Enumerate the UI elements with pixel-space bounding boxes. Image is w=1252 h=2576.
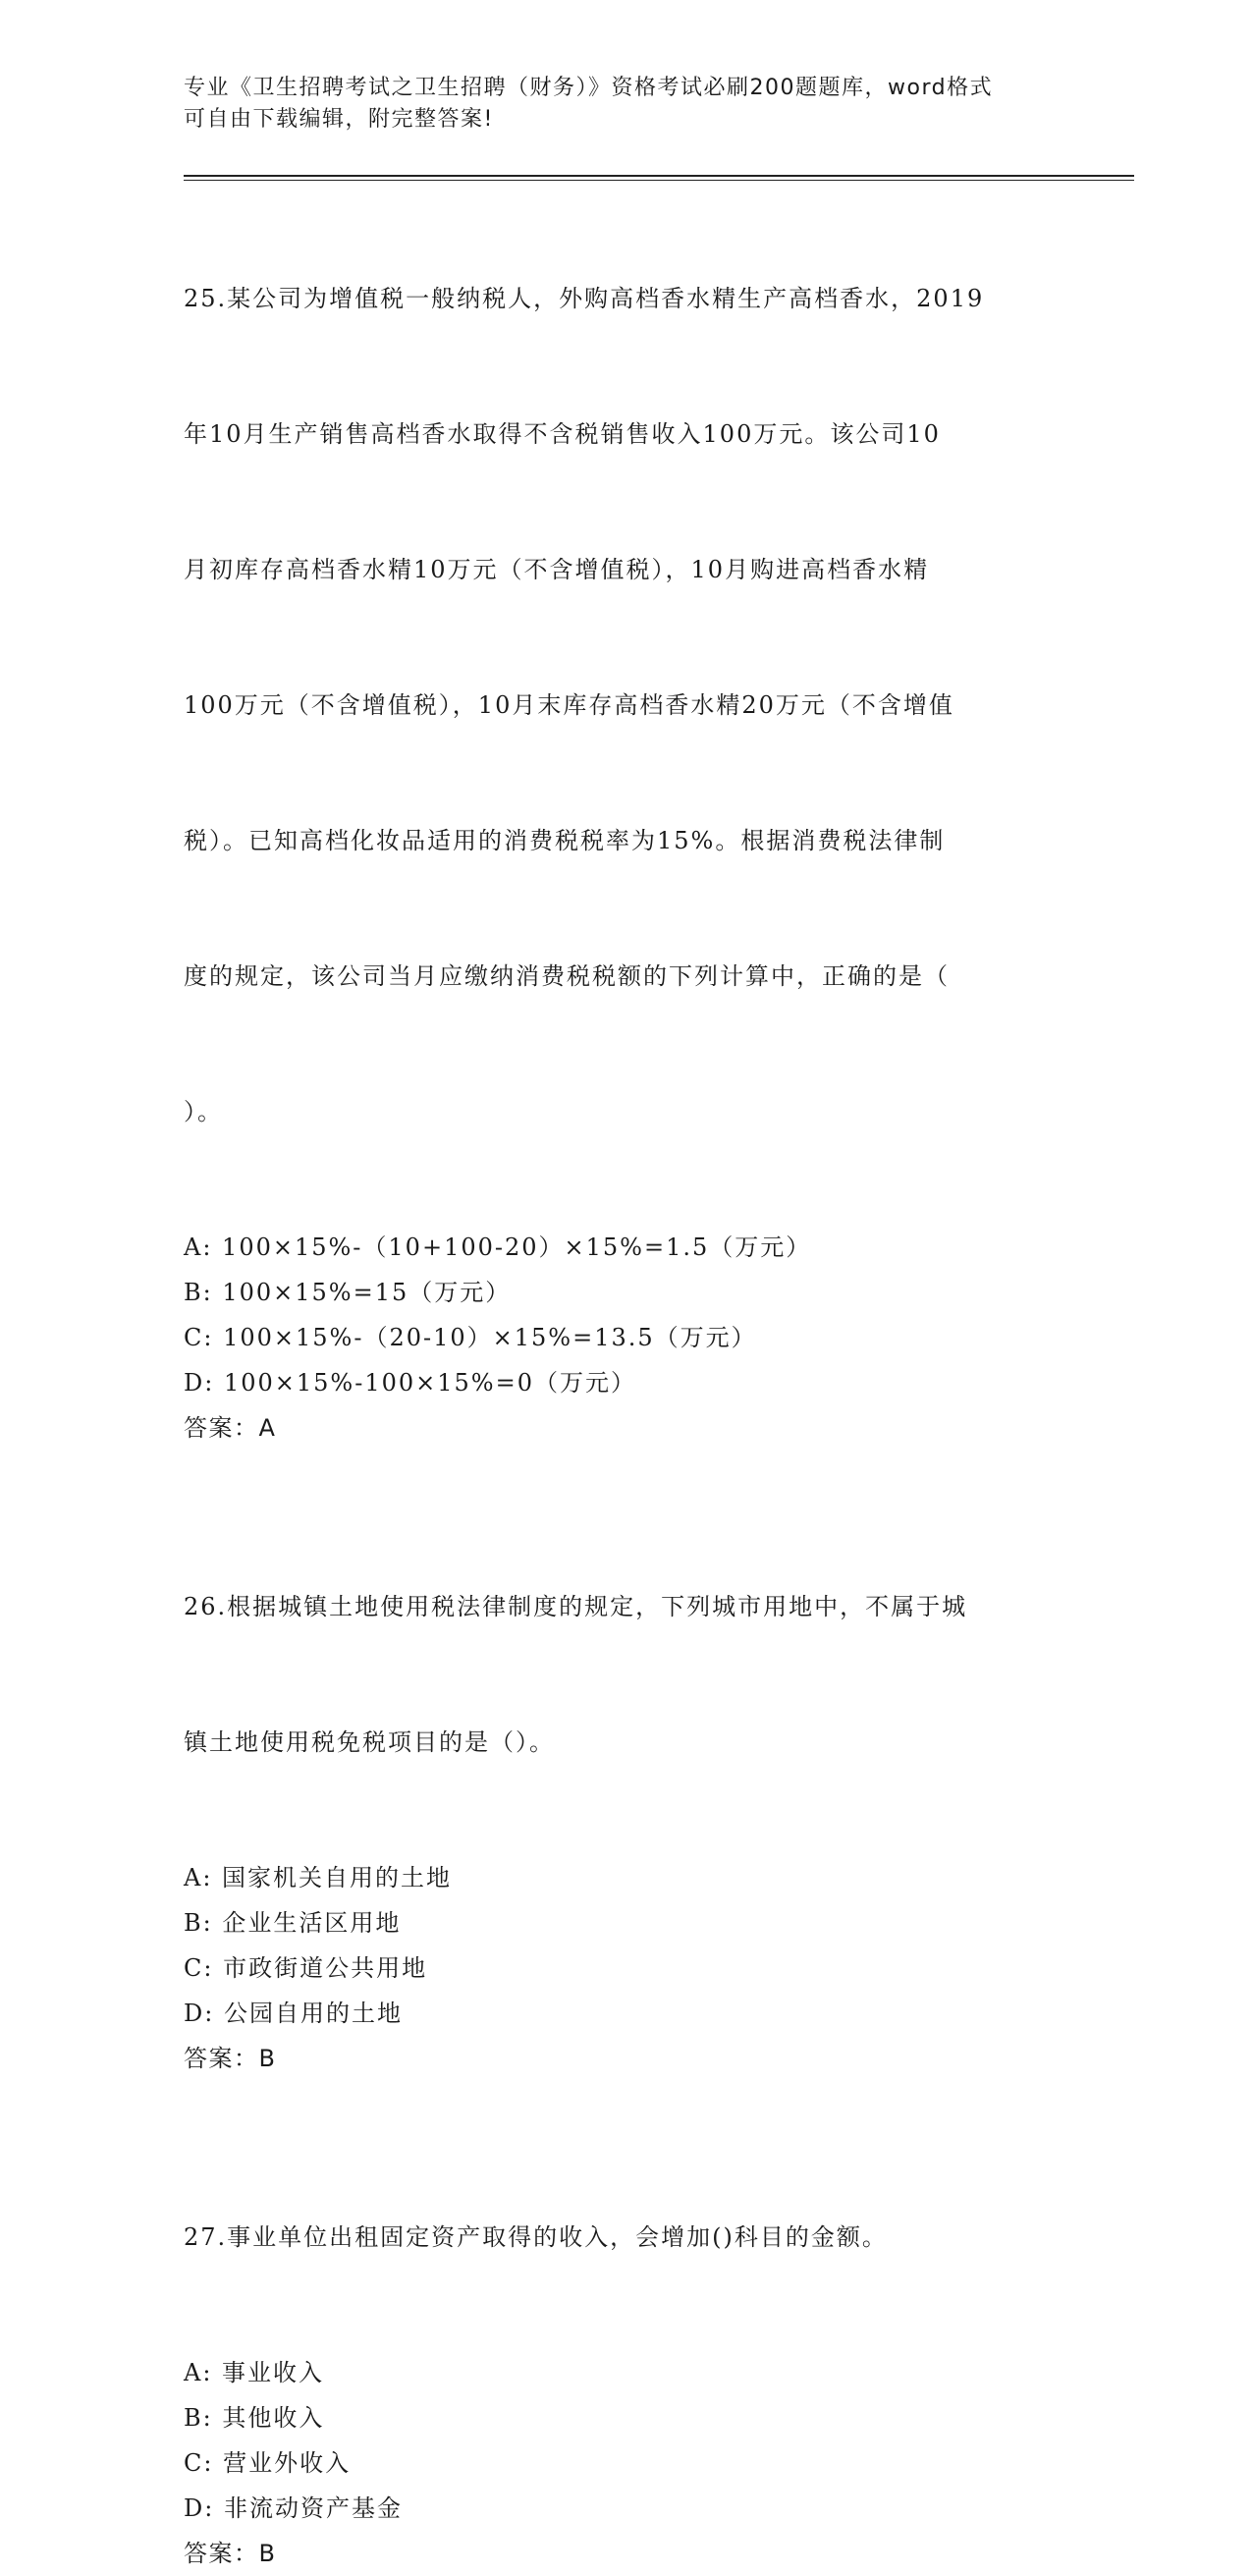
question-spacer	[184, 1451, 1067, 1494]
question-26	[184, 1494, 1067, 2081]
stem-line: 年10月生产销售高档香水取得不含税销售收入100万元。该公司10	[184, 420, 941, 448]
header-line-1: 专业《卫生招聘考试之卫生招聘（财务）》资格考试必刷200题题库，word格式	[184, 76, 994, 100]
stem-line: 月初库存高档香水精10万元（不含增值税），10月购进高档香水精	[184, 556, 930, 583]
question-spacer	[184, 2081, 1067, 2124]
answer-line: 答案：A	[184, 1414, 277, 1442]
option-a: A: 100×15%-（10+100-20）×15%=1.5（万元）	[184, 1233, 812, 1261]
question-27	[184, 2124, 1067, 2576]
question-stem	[184, 186, 1067, 1225]
option-d: D: 公园自用的土地	[184, 2000, 403, 2027]
option-c: C: 市政街道公共用地	[184, 1954, 428, 1982]
option-a: A: 事业收入	[184, 2359, 325, 2386]
stem-line: 100万元（不含增值税），10月末库存高档香水精20万元（不含增值	[184, 691, 954, 719]
option-b: B: 其他收入	[184, 2404, 325, 2432]
stem-line: 镇土地使用税免税项目的是（）。	[184, 1728, 555, 1756]
option-c: C: 100×15%-（20-10）×15%=13.5（万元）	[184, 1324, 757, 1351]
stem-line: 27.事业单位出租固定资产取得的收入，会增加()科目的金额。	[184, 2223, 888, 2251]
option-d: D: 100×15%-100×15%=0（万元）	[184, 1369, 636, 1397]
question-list	[184, 186, 1067, 2576]
stem-line: ）。	[184, 1098, 223, 1125]
header-divider-thin	[184, 180, 1134, 181]
question-stem	[184, 2124, 1067, 2350]
document-header	[184, 73, 1067, 136]
option-b: B: 企业生活区用地	[184, 1909, 402, 1937]
stem-line: 税）。已知高档化妆品适用的消费税税率为15%。根据消费税法律制	[184, 827, 946, 854]
header-line-2: 可自由下载编辑，附完整答案!	[184, 107, 494, 132]
stem-line: 25.某公司为增值税一般纳税人，外购高档香水精生产高档香水，2019	[184, 285, 985, 312]
stem-line: 度的规定，该公司当月应缴纳消费税税额的下列计算中，正确的是（	[184, 962, 950, 990]
header-divider-thick	[184, 175, 1134, 177]
question-stem	[184, 1494, 1067, 1855]
option-a: A: 国家机关自用的土地	[184, 1864, 453, 1891]
stem-line: 26.根据城镇土地使用税法律制度的规定，下列城市用地中，不属于城	[184, 1593, 968, 1620]
answer-line: 答案：B	[184, 2540, 277, 2567]
option-b: B: 100×15%=15（万元）	[184, 1279, 512, 1306]
question-25	[184, 186, 1067, 1451]
option-c: C: 营业外收入	[184, 2449, 352, 2477]
answer-line: 答案：B	[184, 2045, 277, 2072]
option-d: D: 非流动资产基金	[184, 2494, 403, 2522]
